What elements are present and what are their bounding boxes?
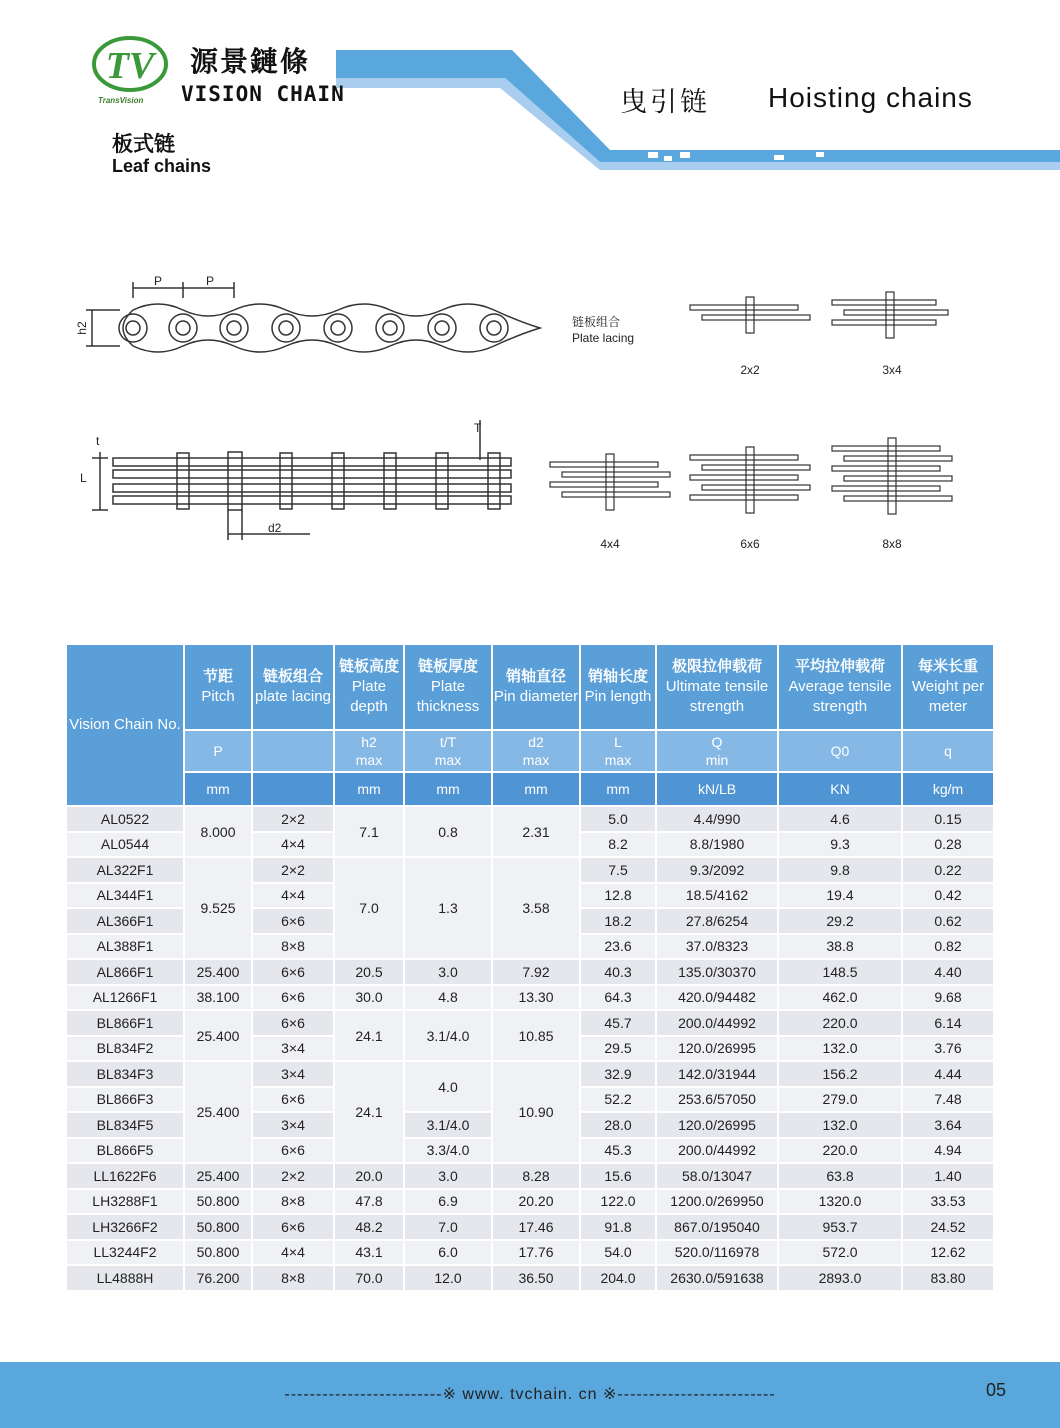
- table-cell: 3×4: [252, 1036, 334, 1062]
- table-cell: 520.0/116978: [656, 1240, 778, 1266]
- table-row: [66, 1214, 994, 1240]
- table-cell: 0.82: [902, 934, 994, 960]
- table-cell: 29.2: [778, 908, 902, 934]
- table-cell: 867.0/195040: [656, 1214, 778, 1240]
- column-unit: mm: [334, 772, 404, 806]
- table-cell: 8.28: [492, 1163, 580, 1189]
- column-header: 平均拉伸载荷 Average tensile strength: [778, 644, 902, 730]
- section-title-en: Leaf chains: [112, 156, 212, 176]
- leaf-chain-diagram: [60, 270, 1020, 580]
- table-cell: 8×8: [252, 1189, 334, 1215]
- logo-text: TV: [105, 45, 155, 87]
- table-cell: 3×4: [252, 1112, 334, 1138]
- table-cell: 10.85: [492, 1010, 580, 1061]
- table-cell: 7.5: [580, 857, 656, 883]
- table-row: [66, 959, 994, 985]
- table-cell: 20.5: [334, 959, 404, 985]
- column-symbol: [252, 730, 334, 772]
- table-cell: 135.0/30370: [656, 959, 778, 985]
- table-cell: AL0522: [66, 806, 184, 832]
- pin: [177, 453, 189, 509]
- table-cell: 3×4: [252, 1061, 334, 1087]
- column-header: 链板组合 plate lacing: [252, 644, 334, 730]
- table-cell: 4.4/990: [656, 806, 778, 832]
- table-cell: 50.800: [184, 1189, 252, 1215]
- column-symbol: Q0: [778, 730, 902, 772]
- table-cell: LL4888H: [66, 1265, 184, 1291]
- lacing-icon-6x6: [690, 447, 810, 513]
- table-cell: 50.800: [184, 1214, 252, 1240]
- table-cell: AL366F1: [66, 908, 184, 934]
- table-cell: 8.000: [184, 806, 252, 857]
- pin-hole: [272, 314, 300, 342]
- table-cell: 8×8: [252, 934, 334, 960]
- table-cell: 8.8/1980: [656, 832, 778, 858]
- table-row: [66, 1189, 994, 1215]
- pin-hole: [169, 314, 197, 342]
- table-cell: 9.8: [778, 857, 902, 883]
- column-symbol: L max: [580, 730, 656, 772]
- table-cell: BL866F5: [66, 1138, 184, 1164]
- table-cell: 24.1: [334, 1010, 404, 1061]
- table-cell: 17.46: [492, 1214, 580, 1240]
- pin: [280, 453, 292, 509]
- table-cell: 30.0: [334, 985, 404, 1011]
- table-cell: 132.0: [778, 1036, 902, 1062]
- table-cell: 6×6: [252, 959, 334, 985]
- table-cell: 2630.0/591638: [656, 1265, 778, 1291]
- table-row: [66, 985, 994, 1011]
- lacing-icon-2x2: [690, 297, 810, 333]
- table-cell: 142.0/31944: [656, 1061, 778, 1087]
- pin: [384, 453, 396, 509]
- table-cell: 8×8: [252, 1265, 334, 1291]
- table-cell: 0.28: [902, 832, 994, 858]
- svg-text:t: t: [96, 434, 100, 448]
- table-cell: 20.0: [334, 1163, 404, 1189]
- table-cell: 3.3/4.0: [404, 1138, 492, 1164]
- table-cell: 6×6: [252, 1087, 334, 1113]
- lacing-icon-8x8: [832, 438, 952, 514]
- pin-hole: [376, 314, 404, 342]
- svg-text:P: P: [205, 274, 215, 288]
- table-row: [66, 857, 994, 883]
- table-cell: LL1622F6: [66, 1163, 184, 1189]
- table-cell: 25.400: [184, 1163, 252, 1189]
- table-cell: 47.8: [334, 1189, 404, 1215]
- table-cell: 9.3/2092: [656, 857, 778, 883]
- table-cell: 3.58: [492, 857, 580, 959]
- table-cell: 4.44: [902, 1061, 994, 1087]
- table-cell: 19.4: [778, 883, 902, 909]
- table-cell: 43.1: [334, 1240, 404, 1266]
- table-row: [66, 806, 994, 832]
- column-header: 链板高度 Plate depth: [334, 644, 404, 730]
- table-cell: 17.76: [492, 1240, 580, 1266]
- column-header: 节距 Pitch: [184, 644, 252, 730]
- table-cell: LL3244F2: [66, 1240, 184, 1266]
- table-cell: BL834F2: [66, 1036, 184, 1062]
- table-cell: LH3288F1: [66, 1189, 184, 1215]
- table-cell: 27.8/6254: [656, 908, 778, 934]
- table-cell: 2×2: [252, 806, 334, 832]
- table-cell: 2893.0: [778, 1265, 902, 1291]
- table-cell: 12.0: [404, 1265, 492, 1291]
- table-row: [66, 1265, 994, 1291]
- column-header: 链板厚度 Plate thickness: [404, 644, 492, 730]
- table-cell: 572.0: [778, 1240, 902, 1266]
- table-cell: AL388F1: [66, 934, 184, 960]
- table-cell: 52.2: [580, 1087, 656, 1113]
- table-cell: 220.0: [778, 1138, 902, 1164]
- lacing-label: 8x8: [882, 537, 902, 551]
- table-cell: 2×2: [252, 1163, 334, 1189]
- table-cell: 40.3: [580, 959, 656, 985]
- table-cell: 4.40: [902, 959, 994, 985]
- table-cell: 4.8: [404, 985, 492, 1011]
- page-title-cn: 曳引链: [620, 87, 710, 117]
- table-cell: 7.48: [902, 1087, 994, 1113]
- table-cell: 12.8: [580, 883, 656, 909]
- table-cell: 24.52: [902, 1214, 994, 1240]
- table-cell: 120.0/26995: [656, 1112, 778, 1138]
- column-unit: mm: [492, 772, 580, 806]
- table-cell: 4.6: [778, 806, 902, 832]
- table-cell: BL834F3: [66, 1061, 184, 1087]
- table-cell: 23.6: [580, 934, 656, 960]
- table-row: [66, 1010, 994, 1036]
- table-cell: 279.0: [778, 1087, 902, 1113]
- table-cell: 29.5: [580, 1036, 656, 1062]
- svg-text:Plate lacing: Plate lacing: [572, 331, 635, 345]
- table-cell: 1.40: [902, 1163, 994, 1189]
- table-cell: 20.20: [492, 1189, 580, 1215]
- table-cell: 70.0: [334, 1265, 404, 1291]
- column-unit: mm: [184, 772, 252, 806]
- table-cell: 45.7: [580, 1010, 656, 1036]
- table-cell: 6.9: [404, 1189, 492, 1215]
- table-cell: 9.3: [778, 832, 902, 858]
- table-cell: 18.2: [580, 908, 656, 934]
- table-cell: 9.525: [184, 857, 252, 959]
- table-cell: 64.3: [580, 985, 656, 1011]
- table-cell: 6.0: [404, 1240, 492, 1266]
- page-title-en: Hoisting chains: [768, 82, 973, 113]
- table-cell: 38.100: [184, 985, 252, 1011]
- table-cell: 7.0: [404, 1214, 492, 1240]
- column-symbol: d2 max: [492, 730, 580, 772]
- table-cell: 2×2: [252, 857, 334, 883]
- table-cell: 50.800: [184, 1240, 252, 1266]
- table-cell: 3.0: [404, 959, 492, 985]
- table-cell: 15.6: [580, 1163, 656, 1189]
- table-cell: AL1266F1: [66, 985, 184, 1011]
- brand-subtitle: TransVision: [98, 96, 144, 105]
- table-cell: 3.0: [404, 1163, 492, 1189]
- table-cell: 122.0: [580, 1189, 656, 1215]
- table-cell: 33.53: [902, 1189, 994, 1215]
- table-cell: AL866F1: [66, 959, 184, 985]
- table-cell: 204.0: [580, 1265, 656, 1291]
- table-row: [66, 1061, 994, 1087]
- table-cell: 28.0: [580, 1112, 656, 1138]
- table-cell: 6×6: [252, 908, 334, 934]
- svg-text:链板组合: 链板组合: [572, 315, 621, 329]
- table-cell: 200.0/44992: [656, 1138, 778, 1164]
- column-unit: mm: [404, 772, 492, 806]
- lacing-label: 2x2: [740, 363, 760, 377]
- svg-text:L: L: [80, 471, 87, 485]
- table-cell: 7.1: [334, 806, 404, 857]
- table-cell: 7.0: [334, 857, 404, 959]
- table-cell: BL834F5: [66, 1112, 184, 1138]
- table-cell: 13.30: [492, 985, 580, 1011]
- table-cell: AL322F1: [66, 857, 184, 883]
- table-cell: 76.200: [184, 1265, 252, 1291]
- lacing-label: 4x4: [600, 537, 620, 551]
- table-cell: 32.9: [580, 1061, 656, 1087]
- top-view: [92, 420, 511, 540]
- table-cell: 6×6: [252, 985, 334, 1011]
- table-row: [66, 1240, 994, 1266]
- table-cell: 12.62: [902, 1240, 994, 1266]
- table-cell: 54.0: [580, 1240, 656, 1266]
- table-cell: 91.8: [580, 1214, 656, 1240]
- table-cell: 8.2: [580, 832, 656, 858]
- column-symbol: Q min: [656, 730, 778, 772]
- table-cell: 38.8: [778, 934, 902, 960]
- table-cell: 9.68: [902, 985, 994, 1011]
- table-cell: 462.0: [778, 985, 902, 1011]
- table-cell: 58.0/13047: [656, 1163, 778, 1189]
- table-cell: 0.8: [404, 806, 492, 857]
- section-title-cn: 板式链: [112, 133, 175, 156]
- table-cell: 83.80: [902, 1265, 994, 1291]
- page-number: 05: [986, 1380, 1007, 1400]
- table-cell: 36.50: [492, 1265, 580, 1291]
- brand-name-en: VISION CHAIN: [181, 82, 345, 106]
- table-cell: 148.5: [778, 959, 902, 985]
- table-cell: 6×6: [252, 1138, 334, 1164]
- table-cell: AL344F1: [66, 883, 184, 909]
- table-cell: 1200.0/269950: [656, 1189, 778, 1215]
- spec-table: [65, 643, 995, 1292]
- lacing-icon-4x4: [550, 454, 670, 510]
- column-header: 销轴直径 Pin diameter: [492, 644, 580, 730]
- table-cell: 4×4: [252, 832, 334, 858]
- table-cell: 37.0/8323: [656, 934, 778, 960]
- lacing-icon-3x4: [832, 292, 948, 338]
- table-cell: 25.400: [184, 1010, 252, 1061]
- table-cell: 156.2: [778, 1061, 902, 1087]
- pin: [488, 453, 500, 509]
- table-cell: 18.5/4162: [656, 883, 778, 909]
- column-unit: [252, 772, 334, 806]
- column-symbol: h2 max: [334, 730, 404, 772]
- table-cell: 3.1/4.0: [404, 1010, 492, 1061]
- table-cell: 3.1/4.0: [404, 1112, 492, 1138]
- table-cell: 0.62: [902, 908, 994, 934]
- lacing-label: 6x6: [740, 537, 760, 551]
- table-cell: 120.0/26995: [656, 1036, 778, 1062]
- pin-hole: [324, 314, 352, 342]
- table-cell: 7.92: [492, 959, 580, 985]
- column-symbol: q: [902, 730, 994, 772]
- footer-url: -------------------------※ www. tvchain. cn ※-------------------------: [284, 1386, 776, 1403]
- side-view: [86, 282, 540, 352]
- column-symbol: t/T max: [404, 730, 492, 772]
- table-cell: 25.400: [184, 959, 252, 985]
- table-cell: 953.7: [778, 1214, 902, 1240]
- table-cell: 2.31: [492, 806, 580, 857]
- table-cell: 0.42: [902, 883, 994, 909]
- table-cell: 4.0: [404, 1061, 492, 1112]
- table-cell: 3.64: [902, 1112, 994, 1138]
- table-row: [66, 1163, 994, 1189]
- table-cell: 4.94: [902, 1138, 994, 1164]
- svg-text:h2: h2: [75, 321, 89, 335]
- table-cell: 10.90: [492, 1061, 580, 1163]
- table-cell: 1320.0: [778, 1189, 902, 1215]
- table-cell: BL866F3: [66, 1087, 184, 1113]
- column-header: 极限拉伸载荷 Ultimate tensile strength: [656, 644, 778, 730]
- brand-name-cn: 源景鏈條: [190, 46, 311, 77]
- table-cell: 253.6/57050: [656, 1087, 778, 1113]
- table-cell: AL0544: [66, 832, 184, 858]
- table-cell: 25.400: [184, 1061, 252, 1163]
- table-cell: 420.0/94482: [656, 985, 778, 1011]
- pin-hole: [220, 314, 248, 342]
- table-cell: 1.3: [404, 857, 492, 959]
- table-cell: LH3266F2: [66, 1214, 184, 1240]
- svg-text:P: P: [153, 274, 163, 288]
- column-header-model: Vision Chain No.: [66, 644, 184, 806]
- table-cell: 45.3: [580, 1138, 656, 1164]
- table-cell: 63.8: [778, 1163, 902, 1189]
- lacing-label: 3x4: [882, 363, 902, 377]
- brand-logo-icon: [92, 34, 172, 92]
- table-cell: BL866F1: [66, 1010, 184, 1036]
- column-header: 每米长重 Weight per meter: [902, 644, 994, 730]
- pin: [332, 453, 344, 509]
- table-cell: 6×6: [252, 1214, 334, 1240]
- table-cell: 0.15: [902, 806, 994, 832]
- column-header: 销轴长度 Pin length: [580, 644, 656, 730]
- column-unit: kN/LB: [656, 772, 778, 806]
- table-cell: 4×4: [252, 1240, 334, 1266]
- table-cell: 6×6: [252, 1010, 334, 1036]
- table-cell: 3.76: [902, 1036, 994, 1062]
- pin-hole: [428, 314, 456, 342]
- table-cell: 200.0/44992: [656, 1010, 778, 1036]
- table-cell: 132.0: [778, 1112, 902, 1138]
- svg-text:d2: d2: [268, 521, 282, 535]
- column-symbol: P: [184, 730, 252, 772]
- table-cell: 5.0: [580, 806, 656, 832]
- table-cell: 220.0: [778, 1010, 902, 1036]
- table-cell: 0.22: [902, 857, 994, 883]
- svg-text:T: T: [474, 421, 482, 435]
- table-cell: 4×4: [252, 883, 334, 909]
- table-cell: 24.1: [334, 1061, 404, 1163]
- pin: [436, 453, 448, 509]
- table-cell: 6.14: [902, 1010, 994, 1036]
- column-unit: kg/m: [902, 772, 994, 806]
- pin-hole: [480, 314, 508, 342]
- column-unit: mm: [580, 772, 656, 806]
- column-unit: KN: [778, 772, 902, 806]
- table-cell: 48.2: [334, 1214, 404, 1240]
